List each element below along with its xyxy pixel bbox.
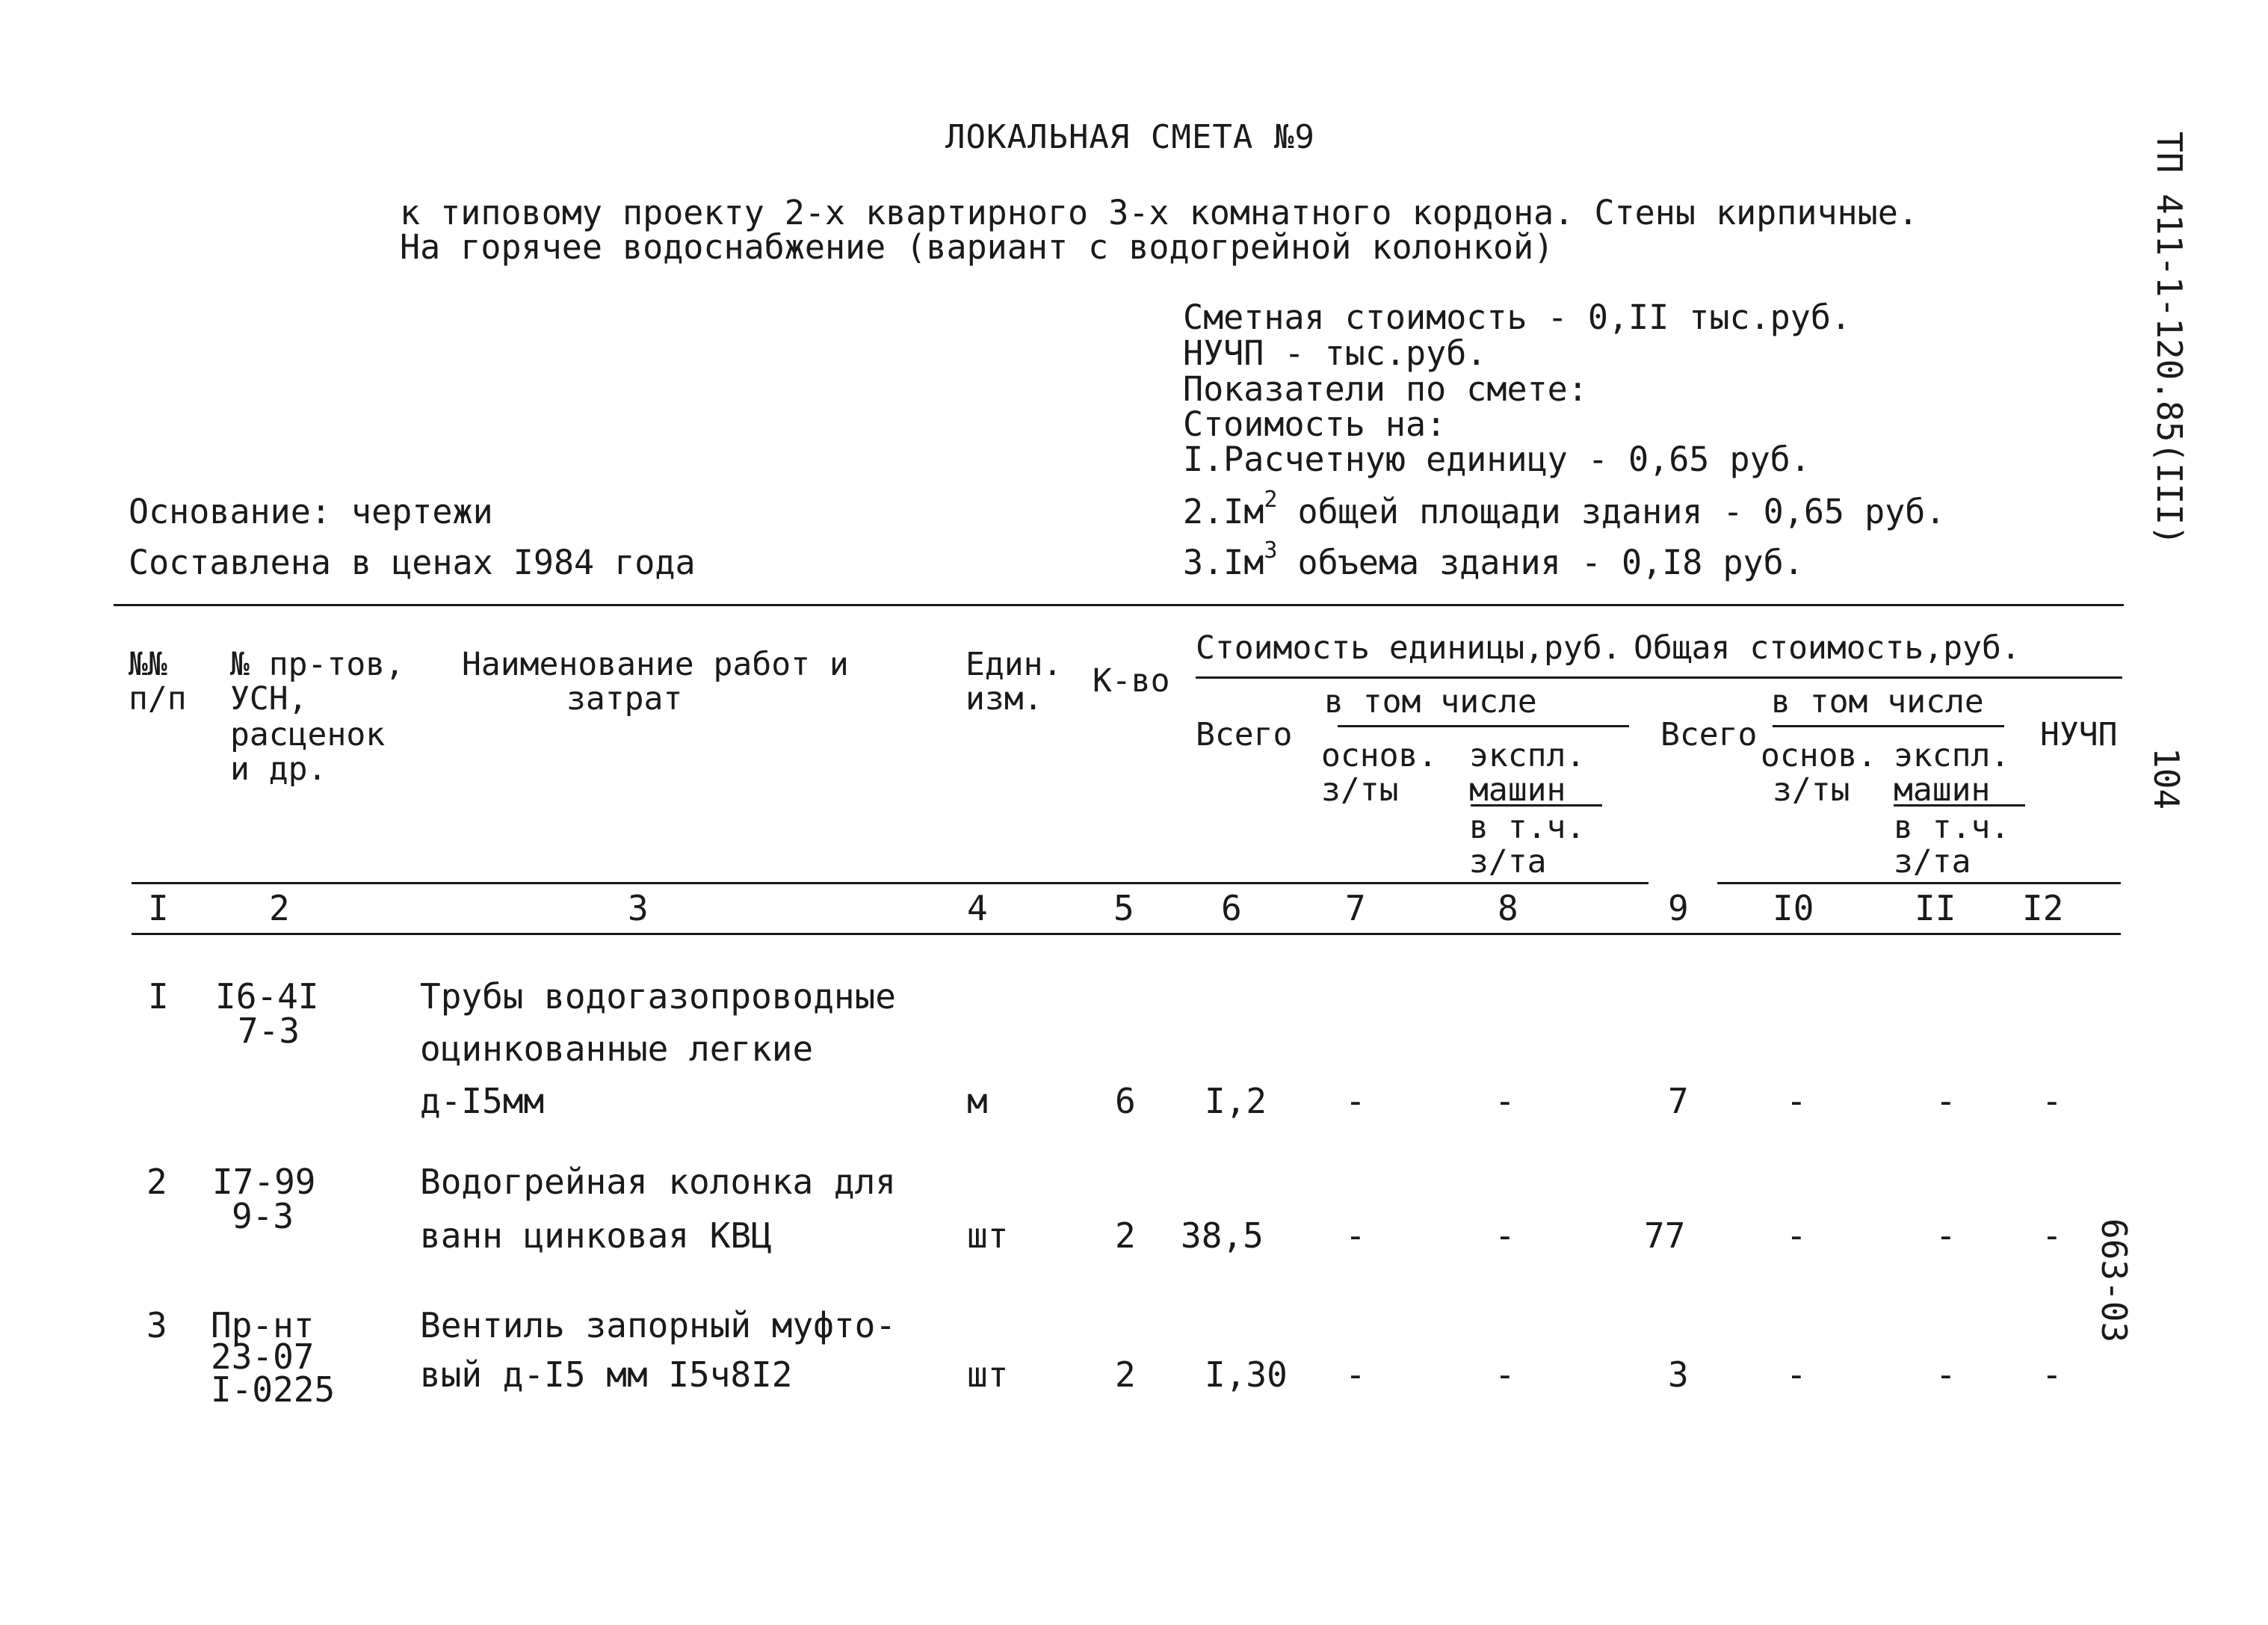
row-1-name-line3: д-I5мм	[420, 1081, 545, 1121]
indicator-per-volume-sup: 3	[1264, 537, 1278, 564]
row-1-num: I	[148, 976, 169, 1017]
nuchp-cost: НУЧП - тыс.руб.	[1183, 333, 1487, 373]
row-2-num: 2	[146, 1162, 167, 1202]
header-total-cost-group: Общая стоимость,руб.	[1634, 629, 2021, 667]
row-1-qty: 6	[1115, 1081, 1136, 1121]
header-unit-total: Всего	[1196, 716, 1293, 753]
header-bottom-rule-left	[132, 882, 1649, 884]
row-2-code-line1: I7-99	[212, 1162, 316, 1202]
header-nuchp: НУЧП	[2040, 716, 2118, 753]
unit-cost-group-rule	[1196, 676, 2122, 679]
row-1-name-line2: оцинкованные легкие	[420, 1029, 814, 1069]
col-number: 8	[1498, 888, 1518, 928]
col-number-bottom-rule	[132, 933, 2121, 935]
header-code-line1: № пр-тов,	[230, 646, 404, 683]
header-total-mach-line1: экспл.	[1894, 737, 2010, 774]
indicator-per-volume-prefix: 3.Iм	[1183, 543, 1264, 582]
row-2-total: 77	[1644, 1215, 1686, 1256]
row-3-total: 3	[1668, 1354, 1689, 1395]
header-total-mach-line2: машин	[1894, 771, 1991, 809]
col-number: 6	[1221, 888, 1242, 928]
estimated-cost: Сметная стоимость - 0,II тыс.руб.	[1183, 297, 1852, 337]
row-3-code-line2: 23-07	[211, 1336, 315, 1377]
header-total-total: Всего	[1660, 716, 1758, 753]
document-subtitle-line2: На горячее водоснабжение (вариант с водогрейной колонкой)	[400, 227, 1554, 267]
col-number: 4	[967, 888, 988, 928]
row-1-name-line1: Трубы водогазопроводные	[420, 976, 896, 1017]
header-unit-mach-line3: в т.ч.	[1469, 809, 1586, 846]
row-2-name-line2: ванн цинковая КВЦ	[420, 1215, 772, 1256]
col-number: 9	[1668, 888, 1689, 928]
header-total-base-line1: основ.	[1761, 737, 1877, 774]
header-name-line2: затрат	[566, 680, 683, 718]
col-number: I	[148, 888, 169, 928]
row-2-total-base: -	[1786, 1215, 1807, 1256]
col-number: I2	[2022, 888, 2064, 928]
document-title: ЛОКАЛЬНАЯ СМЕТА №9	[945, 118, 1315, 156]
row-1-total-base: -	[1786, 1081, 1807, 1121]
header-unit-incl: в том числе	[1324, 683, 1537, 721]
header-total-base-line2: з/ты	[1773, 771, 1850, 809]
row-3-nuchp: -	[2042, 1354, 2062, 1395]
indicator-per-area	[1183, 487, 1946, 531]
col-number: 3	[628, 888, 649, 928]
col-number: 7	[1345, 888, 1366, 928]
cost-for-heading: Стоимость на:	[1183, 404, 1447, 444]
row-2-code-line2: 9-3	[232, 1196, 294, 1236]
header-num-line2: п/п	[129, 680, 187, 718]
row-1-code-line2: 7-3	[238, 1011, 300, 1051]
archive-code-vertical: 663-03	[2094, 1218, 2134, 1343]
project-code-vertical: ТП 411-1-120.85(III)	[2149, 132, 2190, 546]
indicator-per-unit: I.Расчетную единицу - 0,65 руб.	[1183, 440, 1811, 479]
row-1-unit-total: I,2	[1205, 1081, 1267, 1121]
page-number-vertical: 104	[2146, 747, 2187, 810]
header-unit-mach-line4: з/та	[1469, 843, 1547, 881]
row-1-unit: м	[967, 1081, 988, 1121]
col-number: 2	[269, 888, 290, 928]
row-2-nuchp: -	[2042, 1215, 2062, 1256]
header-total-mach-line4: з/та	[1894, 843, 1971, 881]
header-unit-line2: изм.	[965, 680, 1043, 718]
row-3-unit-total: I,30	[1205, 1354, 1288, 1395]
header-unit-base-line1: основ.	[1321, 737, 1438, 774]
row-3-unit: шт	[967, 1354, 1009, 1395]
row-1-code-line1: I6-4I	[215, 976, 319, 1017]
header-unit-line1: Един.	[965, 646, 1063, 683]
table-top-rule	[114, 604, 2124, 606]
row-3-name-line2: вый д-I5 мм I5ч8I2	[420, 1354, 793, 1395]
document-subtitle-line1: к типовому проекту 2-х квартирного 3-х комнатного кордона. Стены кирпичные.	[400, 193, 1918, 232]
row-2-total-mach: -	[1935, 1215, 1956, 1256]
row-1-nuchp: -	[2042, 1081, 2062, 1121]
header-qty: К-во	[1093, 662, 1170, 700]
col-number: II	[1915, 888, 1956, 928]
indicators-heading: Показатели по смете:	[1183, 369, 1588, 409]
header-total-mach-line3: в т.ч.	[1894, 809, 2010, 846]
row-2-unit-total: 38,5	[1181, 1215, 1264, 1256]
row-3-code-line1: Пр-нт	[211, 1305, 315, 1345]
row-3-total-base: -	[1786, 1354, 1807, 1395]
indicator-per-area-text: общей площади здания - 0,65 руб.	[1277, 492, 1946, 531]
row-3-unit-mach: -	[1495, 1354, 1515, 1395]
row-2-name-line1: Водогрейная колонка для	[420, 1162, 896, 1202]
header-unit-mach-line1: экспл.	[1469, 737, 1586, 774]
header-unit-base-line2: з/ты	[1321, 771, 1399, 809]
header-total-incl: в том числе	[1771, 683, 1984, 721]
row-1-total: 7	[1668, 1081, 1689, 1121]
header-name-line1: Наименование работ и	[462, 646, 849, 683]
header-unit-mach-line2: машин	[1469, 771, 1566, 809]
header-num-line1: №№	[129, 646, 167, 683]
row-2-unit-mach: -	[1495, 1215, 1515, 1256]
row-3-name-line1: Вентиль запорный муфто-	[420, 1305, 896, 1345]
col-number: I0	[1773, 888, 1814, 928]
indicator-per-area-prefix: 2.Iм	[1183, 492, 1264, 531]
indicator-per-volume-text: объема здания - 0,I8 руб.	[1277, 543, 1804, 582]
total-incl-rule	[1773, 725, 2004, 727]
header-code-line4: и др.	[230, 750, 327, 788]
row-3-qty: 2	[1115, 1354, 1136, 1395]
row-3-code-line3: I-0225	[211, 1369, 336, 1410]
basis-prices: Составлена в ценах I984 года	[129, 543, 696, 582]
unit-incl-rule	[1338, 725, 1629, 727]
indicator-per-area-sup: 2	[1264, 487, 1278, 513]
indicator-per-volume	[1183, 537, 1804, 582]
basis-foundation: Основание: чертежи	[129, 492, 493, 531]
row-1-total-mach: -	[1935, 1081, 1956, 1121]
row-1-unit-base: -	[1345, 1081, 1366, 1121]
row-1-unit-mach: -	[1495, 1081, 1515, 1121]
row-2-unit-base: -	[1345, 1215, 1366, 1256]
row-3-total-mach: -	[1935, 1354, 1956, 1395]
row-2-qty: 2	[1115, 1215, 1136, 1256]
col-number: 5	[1113, 888, 1134, 928]
row-3-num: 3	[146, 1305, 167, 1345]
row-3-unit-base: -	[1345, 1354, 1366, 1395]
header-code-line3: расценок	[230, 716, 386, 753]
header-unit-cost-group: Стоимость единицы,руб.	[1196, 629, 1622, 667]
header-code-line2: УСН,	[230, 680, 308, 718]
row-2-unit: шт	[967, 1215, 1009, 1256]
header-bottom-rule-right	[1717, 882, 2121, 884]
